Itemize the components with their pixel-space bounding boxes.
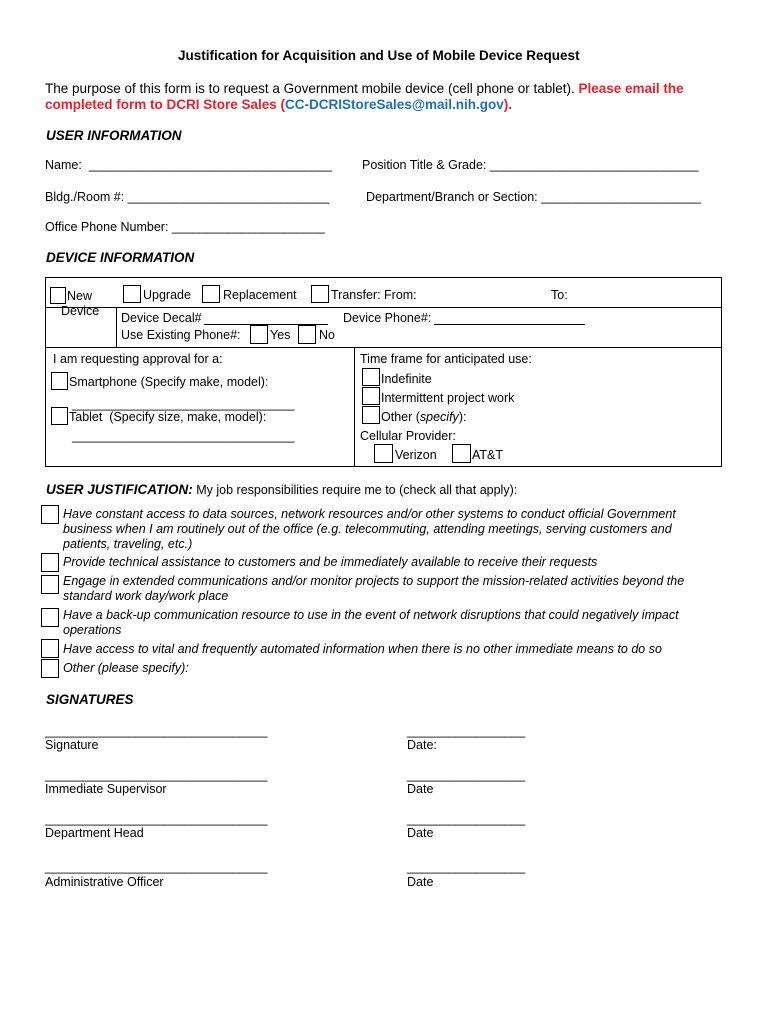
justification-item-4: Have a back-up communication resource to use in the event of network disruptions that could negatively impact xyxy=(63,608,679,622)
justification-item-1-cont: business when I am routinely out of the office (e.g. telecommuting, attending meetings, serving customers and xyxy=(63,522,672,536)
no-label: No xyxy=(319,328,335,342)
page-title: Justification for Acquisition and Use of Mobile Device Request xyxy=(178,48,580,63)
admin-officer-date-line[interactable]: _________________ xyxy=(407,860,526,874)
signature-label: Signature xyxy=(45,738,99,752)
divider xyxy=(116,307,117,347)
tablet-spec-line[interactable]: ________________________________ xyxy=(72,429,295,443)
smartphone-checkbox[interactable] xyxy=(51,372,68,390)
att-label: AT&T xyxy=(472,448,504,462)
intro-email-end: ). xyxy=(503,97,512,112)
bldg-room-field[interactable]: Bldg./Room #: _____________________________ xyxy=(45,190,330,204)
att-checkbox[interactable] xyxy=(452,444,471,463)
intermittent-checkbox[interactable] xyxy=(362,387,380,405)
device-phone-label: Device Phone#: xyxy=(343,311,432,325)
timeframe-label: Time frame for anticipated use: xyxy=(360,352,532,366)
divider xyxy=(354,347,355,467)
cellular-provider-label: Cellular Provider: xyxy=(360,429,456,443)
divider xyxy=(45,307,722,308)
yes-label: Yes xyxy=(270,328,291,342)
supervisor-label: Immediate Supervisor xyxy=(45,782,167,796)
other-timeframe-label: Other (specify): xyxy=(381,410,467,424)
intermittent-label: Intermittent project work xyxy=(381,391,515,405)
tablet-label: Tablet (Specify size, make, model): xyxy=(69,410,267,424)
justification-item-1-cont: patients, traveling, etc.) xyxy=(63,537,193,551)
new-device-label: New xyxy=(67,289,93,303)
user-information-heading: USER INFORMATION xyxy=(46,128,182,143)
admin-officer-label: Administrative Officer xyxy=(45,875,164,889)
justification-item-3: Engage in extended communications and/or monitor projects to support the mission-related activities beyond the xyxy=(63,574,685,588)
indefinite-label: Indefinite xyxy=(381,372,432,386)
new-device-label-2: Device xyxy=(61,304,100,318)
justification-item-4-cont: operations xyxy=(63,623,122,637)
yes-checkbox[interactable] xyxy=(250,325,268,344)
replacement-checkbox[interactable] xyxy=(202,285,220,303)
dept-head-date-line[interactable]: _________________ xyxy=(407,812,526,826)
user-justification-heading: USER JUSTIFICATION: My job responsibilities require me to (check all that apply): xyxy=(46,482,518,497)
requesting-approval-label: I am requesting approval for a: xyxy=(53,352,223,366)
verizon-checkbox[interactable] xyxy=(374,444,393,463)
justification-checkbox-4[interactable] xyxy=(41,608,59,627)
signature-line[interactable]: ________________________________ xyxy=(45,724,268,738)
signatures-heading: SIGNATURES xyxy=(46,692,134,707)
department-field[interactable]: Department/Branch or Section: _______________________ xyxy=(366,190,701,204)
verizon-label: Verizon xyxy=(395,448,437,462)
justification-checkbox-2[interactable] xyxy=(41,553,59,572)
date-line[interactable]: _________________ xyxy=(407,724,526,738)
justification-item-1: Have constant access to data sources, network resources and/or other systems to conduct official Government xyxy=(63,507,676,521)
dept-head-label: Department Head xyxy=(45,826,144,840)
justification-item-2: Provide technical assistance to customers and be immediately available to receive their requests xyxy=(63,555,598,569)
new-device-checkbox[interactable] xyxy=(50,287,66,304)
device-information-heading: DEVICE INFORMATION xyxy=(46,250,195,265)
office-phone-field[interactable]: Office Phone Number: ______________________ xyxy=(45,220,325,234)
position-title-field[interactable]: Position Title & Grade: ______________________________ xyxy=(362,158,699,172)
intro-email-instruction: Please email the xyxy=(578,81,684,96)
transfer-from-label: Transfer: From: xyxy=(331,288,417,302)
justification-checkbox-3[interactable] xyxy=(41,575,59,594)
smartphone-label: Smartphone (Specify make, model): xyxy=(69,375,269,389)
indefinite-checkbox[interactable] xyxy=(362,368,380,386)
intro-text: The purpose of this form is to request a Government mobile device (cell phone or tablet). xyxy=(45,81,579,96)
no-checkbox[interactable] xyxy=(298,325,316,344)
device-decal-label: Device Decal# xyxy=(121,311,202,325)
intro-line-2 xyxy=(45,97,512,113)
upgrade-checkbox[interactable] xyxy=(123,285,141,303)
name-field[interactable]: Name: ___________________________________ xyxy=(45,158,333,172)
justification-item-3-cont: standard work day/work place xyxy=(63,589,229,603)
transfer-to-label: To: xyxy=(551,288,568,302)
device-phone-line[interactable] xyxy=(434,324,585,325)
supervisor-date-label: Date xyxy=(407,782,434,796)
justification-checkbox-6[interactable] xyxy=(41,659,59,678)
justification-item-6: Other (please specify): xyxy=(63,661,189,675)
smartphone-spec-line[interactable]: ________________________________ xyxy=(72,397,295,411)
supervisor-date-line[interactable]: _________________ xyxy=(407,768,526,782)
intro-line-1 xyxy=(45,81,684,97)
intro-email-instruction-cont: completed form to DCRI Store Sales ( xyxy=(45,97,286,112)
justification-item-5: Have access to vital and frequently automated information when there is no other immediate means to do so xyxy=(63,642,662,656)
store-sales-email-link[interactable]: CC-DCRIStoreSales@mail.nih.gov xyxy=(285,97,504,112)
dept-head-signature-line[interactable]: ________________________________ xyxy=(45,812,268,826)
admin-officer-date-label: Date xyxy=(407,875,434,889)
dept-head-date-label: Date xyxy=(407,826,434,840)
other-timeframe-checkbox[interactable] xyxy=(362,406,380,424)
replacement-label: Replacement xyxy=(223,288,297,302)
transfer-checkbox[interactable] xyxy=(311,285,329,303)
upgrade-label: Upgrade xyxy=(143,288,191,302)
divider xyxy=(45,347,722,348)
use-existing-phone-label: Use Existing Phone#: xyxy=(121,328,241,342)
justification-checkbox-1[interactable] xyxy=(41,505,59,524)
supervisor-signature-line[interactable]: ________________________________ xyxy=(45,768,268,782)
justification-checkbox-5[interactable] xyxy=(41,639,59,658)
tablet-checkbox[interactable] xyxy=(51,407,68,425)
date-label: Date: xyxy=(407,738,437,752)
admin-officer-signature-line[interactable]: ________________________________ xyxy=(45,860,268,874)
